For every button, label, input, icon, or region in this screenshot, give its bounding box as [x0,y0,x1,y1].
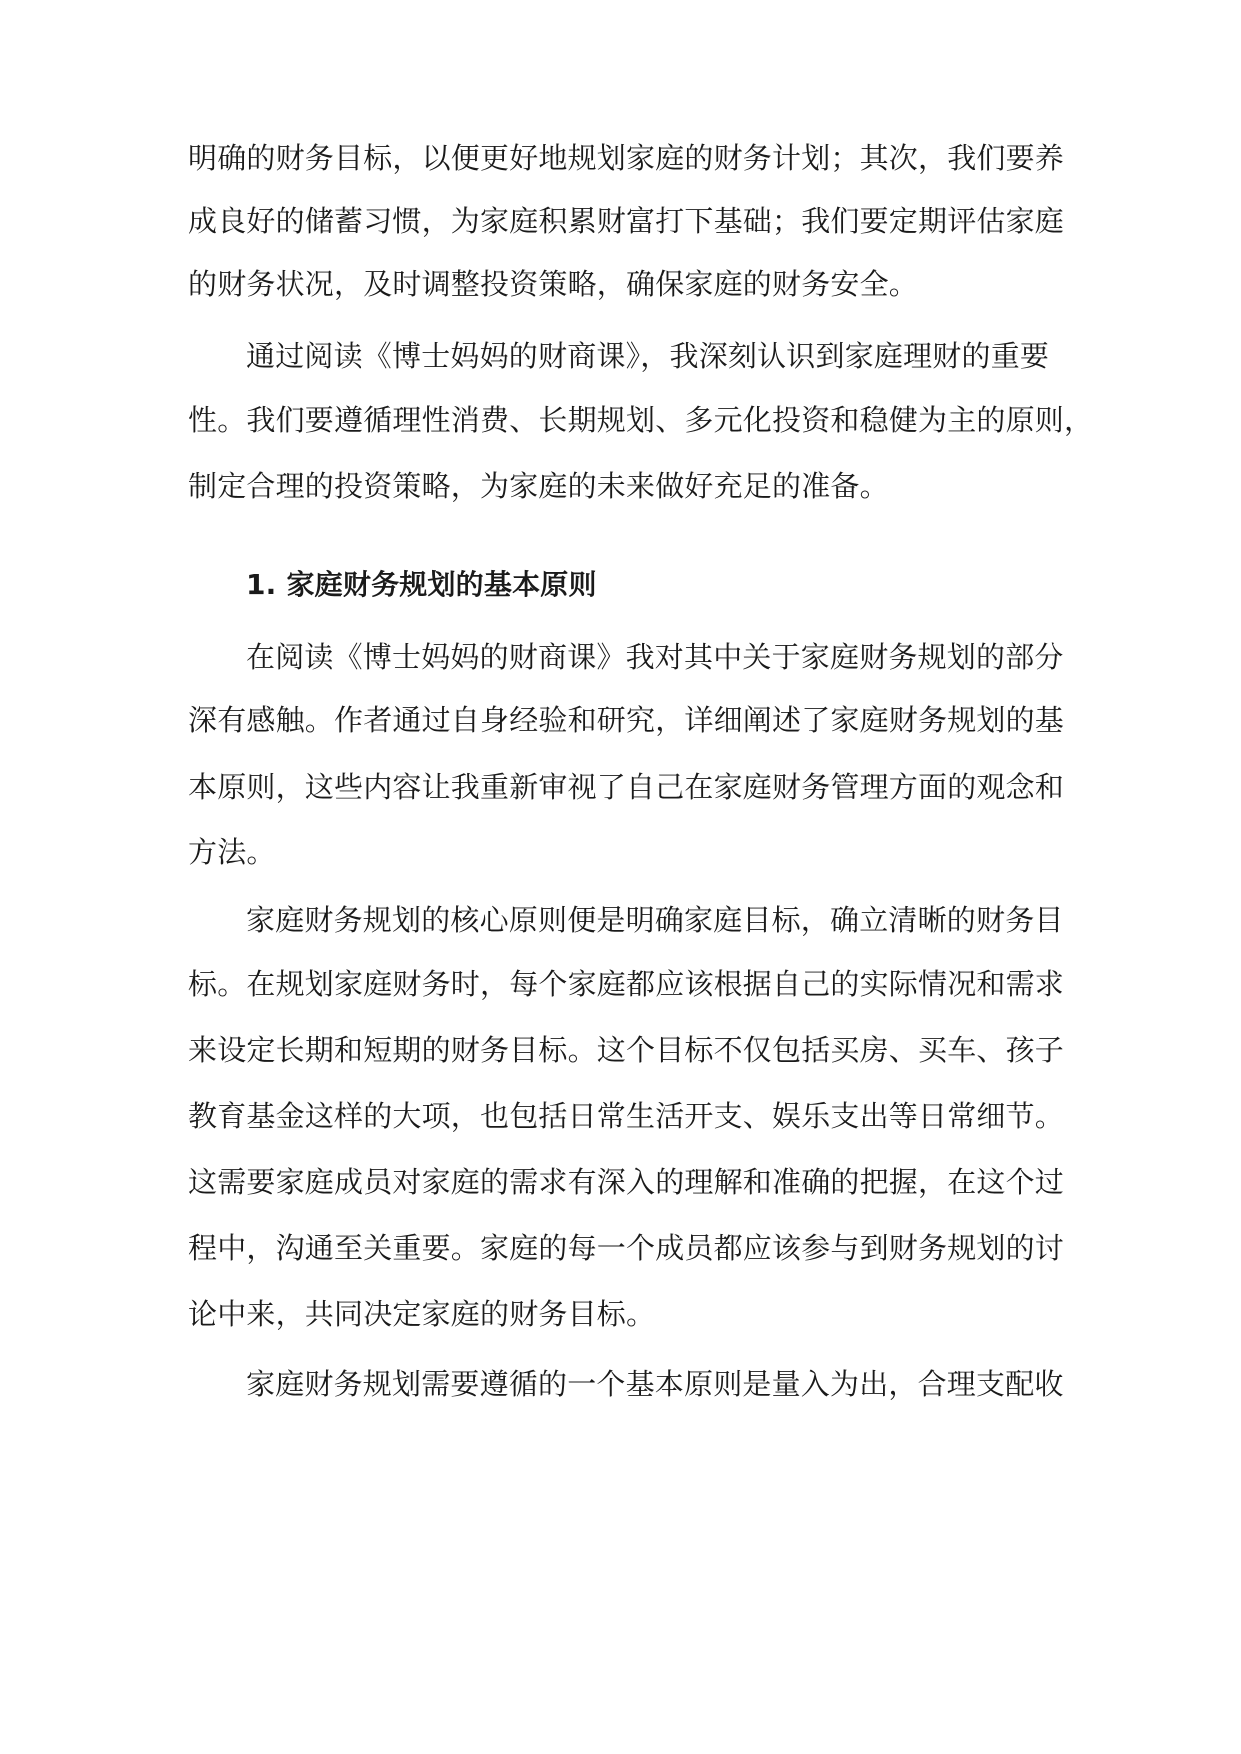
paragraph-4-line-3: 来设定长期和短期的财务目标。这个目标不仅包括买房、买车、孩子 [188,1033,1065,1067]
paragraph-4-line-6: 程中，沟通至关重要。家庭的每一个成员都应该参与到财务规划的讨 [188,1231,1065,1265]
paragraph-1-line-1: 明确的财务目标，以便更好地规划家庭的财务计划；其次，我们要养 [188,141,1065,175]
section-heading: 1. 家庭财务规划的基本原则 [246,568,597,601]
paragraph-4-line-4: 教育基金这样的大项，也包括日常生活开支、娱乐支出等日常细节。 [188,1099,1065,1133]
paragraph-1-line-2: 成良好的储蓄习惯，为家庭积累财富打下基础；我们要定期评估家庭 [188,204,1065,238]
paragraph-2-line-2: 性。我们要遵循理性消费、长期规划、多元化投资和稳健为主的原则， [188,403,1094,437]
paragraph-4-line-2: 标。在规划家庭财务时，每个家庭都应该根据自己的实际情况和需求 [188,967,1065,1001]
paragraph-2-line-3: 制定合理的投资策略，为家庭的未来做好充足的准备。 [188,469,889,503]
paragraph-2-line-1: 通过阅读《博士妈妈的财商课》，我深刻认识到家庭理财的重要 [246,339,1050,373]
paragraph-4-line-5: 这需要家庭成员对家庭的需求有深入的理解和准确的把握，在这个过 [188,1165,1065,1199]
paragraph-3-line-4: 方法。 [188,835,276,869]
paragraph-1-line-3: 的财务状况，及时调整投资策略，确保家庭的财务安全。 [188,267,919,301]
paragraph-3-line-1: 在阅读《博士妈妈的财商课》我对其中关于家庭财务规划的部分 [246,640,1064,674]
paragraph-5-line-1: 家庭财务规划需要遵循的一个基本原则是量入为出，合理支配收 [246,1367,1064,1401]
paragraph-4-line-7: 论中来，共同决定家庭的财务目标。 [188,1297,656,1331]
paragraph-4-line-1: 家庭财务规划的核心原则便是明确家庭目标，确立清晰的财务目 [246,903,1064,937]
paragraph-3-line-3: 本原则，这些内容让我重新审视了自己在家庭财务管理方面的观念和 [188,770,1065,804]
paragraph-3-line-2: 深有感触。作者通过自身经验和研究，详细阐述了家庭财务规划的基 [188,703,1065,737]
